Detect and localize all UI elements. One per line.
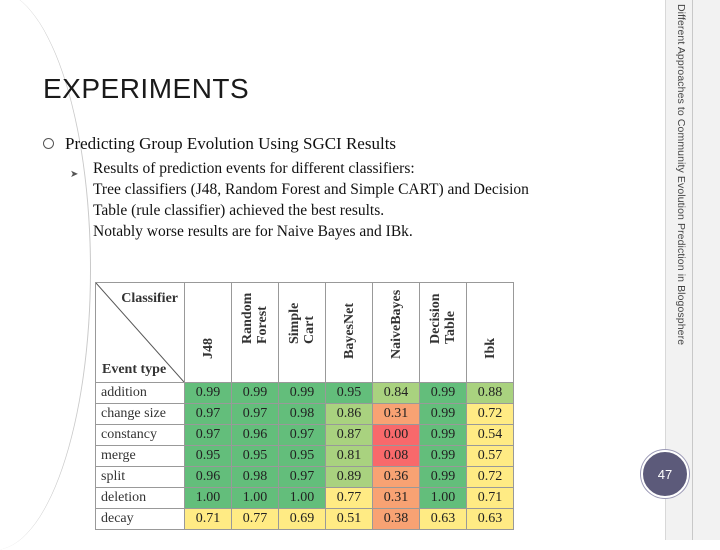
bullet-sub-text: [93, 158, 633, 242]
sidebar-divider: [692, 0, 693, 540]
bullet-sub-line: Table (rule classifier) achieved the best results.: [93, 202, 385, 219]
column-header: [232, 283, 279, 383]
table-row: [96, 404, 514, 425]
table-cell: 0.69: [279, 509, 326, 530]
row-label: addition: [96, 383, 185, 404]
table-cell: 0.81: [326, 446, 373, 467]
event-type-header: Event type: [102, 362, 167, 377]
table-cell: 0.87: [326, 425, 373, 446]
slide-title: EXPERIMENTS: [43, 73, 250, 104]
table-cell: 0.95: [279, 446, 326, 467]
table-cell: 0.86: [326, 404, 373, 425]
column-header-label: Ibk: [483, 337, 498, 359]
column-header-label: J48: [201, 338, 216, 359]
column-header: [373, 283, 420, 383]
table-row: [96, 446, 514, 467]
table-cell: 1.00: [420, 488, 467, 509]
row-label: change size: [96, 404, 185, 425]
circle-bullet-icon: [43, 138, 54, 149]
table-cell: 0.99: [420, 467, 467, 488]
table-row: [96, 509, 514, 530]
results-table: [95, 282, 514, 530]
column-header: [279, 283, 326, 383]
table-cell: 0.51: [326, 509, 373, 530]
table-cell: 0.63: [420, 509, 467, 530]
table-cell: 0.99: [420, 383, 467, 404]
table-cell: 0.84: [373, 383, 420, 404]
arrow-bullet-icon: ➤: [70, 169, 79, 180]
table-cell: 0.71: [185, 509, 232, 530]
table-cell: 0.36: [373, 467, 420, 488]
column-header-label: Random Forest: [240, 292, 270, 344]
table-cell: 0.08: [373, 446, 420, 467]
bullet-sub-line: Results of prediction events for different classifiers:: [93, 160, 415, 177]
table-cell: 0.95: [185, 446, 232, 467]
page-number-badge: 47: [641, 450, 689, 498]
table-cell: 0.97: [232, 404, 279, 425]
table-cell: 1.00: [185, 488, 232, 509]
column-header-label: Simple Cart: [287, 302, 317, 344]
table-cell: 0.97: [185, 404, 232, 425]
table-cell: 1.00: [232, 488, 279, 509]
table-cell: 0.99: [420, 425, 467, 446]
column-header: [420, 283, 467, 383]
sidebar-title-text: Different Approaches to Community Evolution Prediction in Blogosphere: [675, 4, 687, 346]
sidebar-title: [673, 4, 689, 384]
table-cell: 0.95: [326, 383, 373, 404]
table-cell: 0.31: [373, 488, 420, 509]
bullet-main-text: Predicting Group Evolution Using SGCI Results: [65, 134, 397, 153]
table-cell: 0.99: [279, 383, 326, 404]
table-cell: 0.89: [326, 467, 373, 488]
table-cell: 0.95: [232, 446, 279, 467]
column-header-label: NaiveBayes: [389, 289, 404, 359]
table-cell: 0.31: [373, 404, 420, 425]
column-header-label: Decision Table: [428, 293, 458, 344]
table-cell: 0.98: [232, 467, 279, 488]
table-cell: 0.57: [467, 446, 514, 467]
table-cell: 0.96: [232, 425, 279, 446]
table-cell: 0.77: [326, 488, 373, 509]
column-header: [185, 283, 232, 383]
row-label: constancy: [96, 425, 185, 446]
table-cell: 0.72: [467, 467, 514, 488]
table-row: [96, 488, 514, 509]
column-header: [467, 283, 514, 383]
table-cell: 0.96: [185, 467, 232, 488]
table-cell: 0.63: [467, 509, 514, 530]
table-cell: 0.97: [185, 425, 232, 446]
table-row: [96, 467, 514, 488]
table-cell: 0.54: [467, 425, 514, 446]
column-header: [326, 283, 373, 383]
row-label: deletion: [96, 488, 185, 509]
row-label: merge: [96, 446, 185, 467]
table-row: [96, 383, 514, 404]
table-cell: 0.72: [467, 404, 514, 425]
table-cell: 1.00: [279, 488, 326, 509]
table-corner-header: [96, 283, 185, 383]
row-label: decay: [96, 509, 185, 530]
classifier-header: Classifier: [121, 291, 178, 306]
table-cell: 0.38: [373, 509, 420, 530]
table-cell: 0.97: [279, 467, 326, 488]
table-cell: 0.88: [467, 383, 514, 404]
table-cell: 0.99: [420, 446, 467, 467]
table-cell: 0.98: [279, 404, 326, 425]
table-cell: 0.77: [232, 509, 279, 530]
bullet-sub-line: Notably worse results are for Naive Bayes and IBk.: [93, 223, 413, 240]
table-cell: 0.99: [420, 404, 467, 425]
table-cell: 0.71: [467, 488, 514, 509]
table-cell: 0.99: [232, 383, 279, 404]
row-label: split: [96, 467, 185, 488]
bullet-sub-line: Tree classifiers (J48, Random Forest and Simple CART) and Decision: [93, 181, 529, 198]
table-cell: 0.99: [185, 383, 232, 404]
table-cell: 0.00: [373, 425, 420, 446]
table-cell: 0.97: [279, 425, 326, 446]
table-row: [96, 425, 514, 446]
column-header-label: BayesNet: [342, 303, 357, 359]
